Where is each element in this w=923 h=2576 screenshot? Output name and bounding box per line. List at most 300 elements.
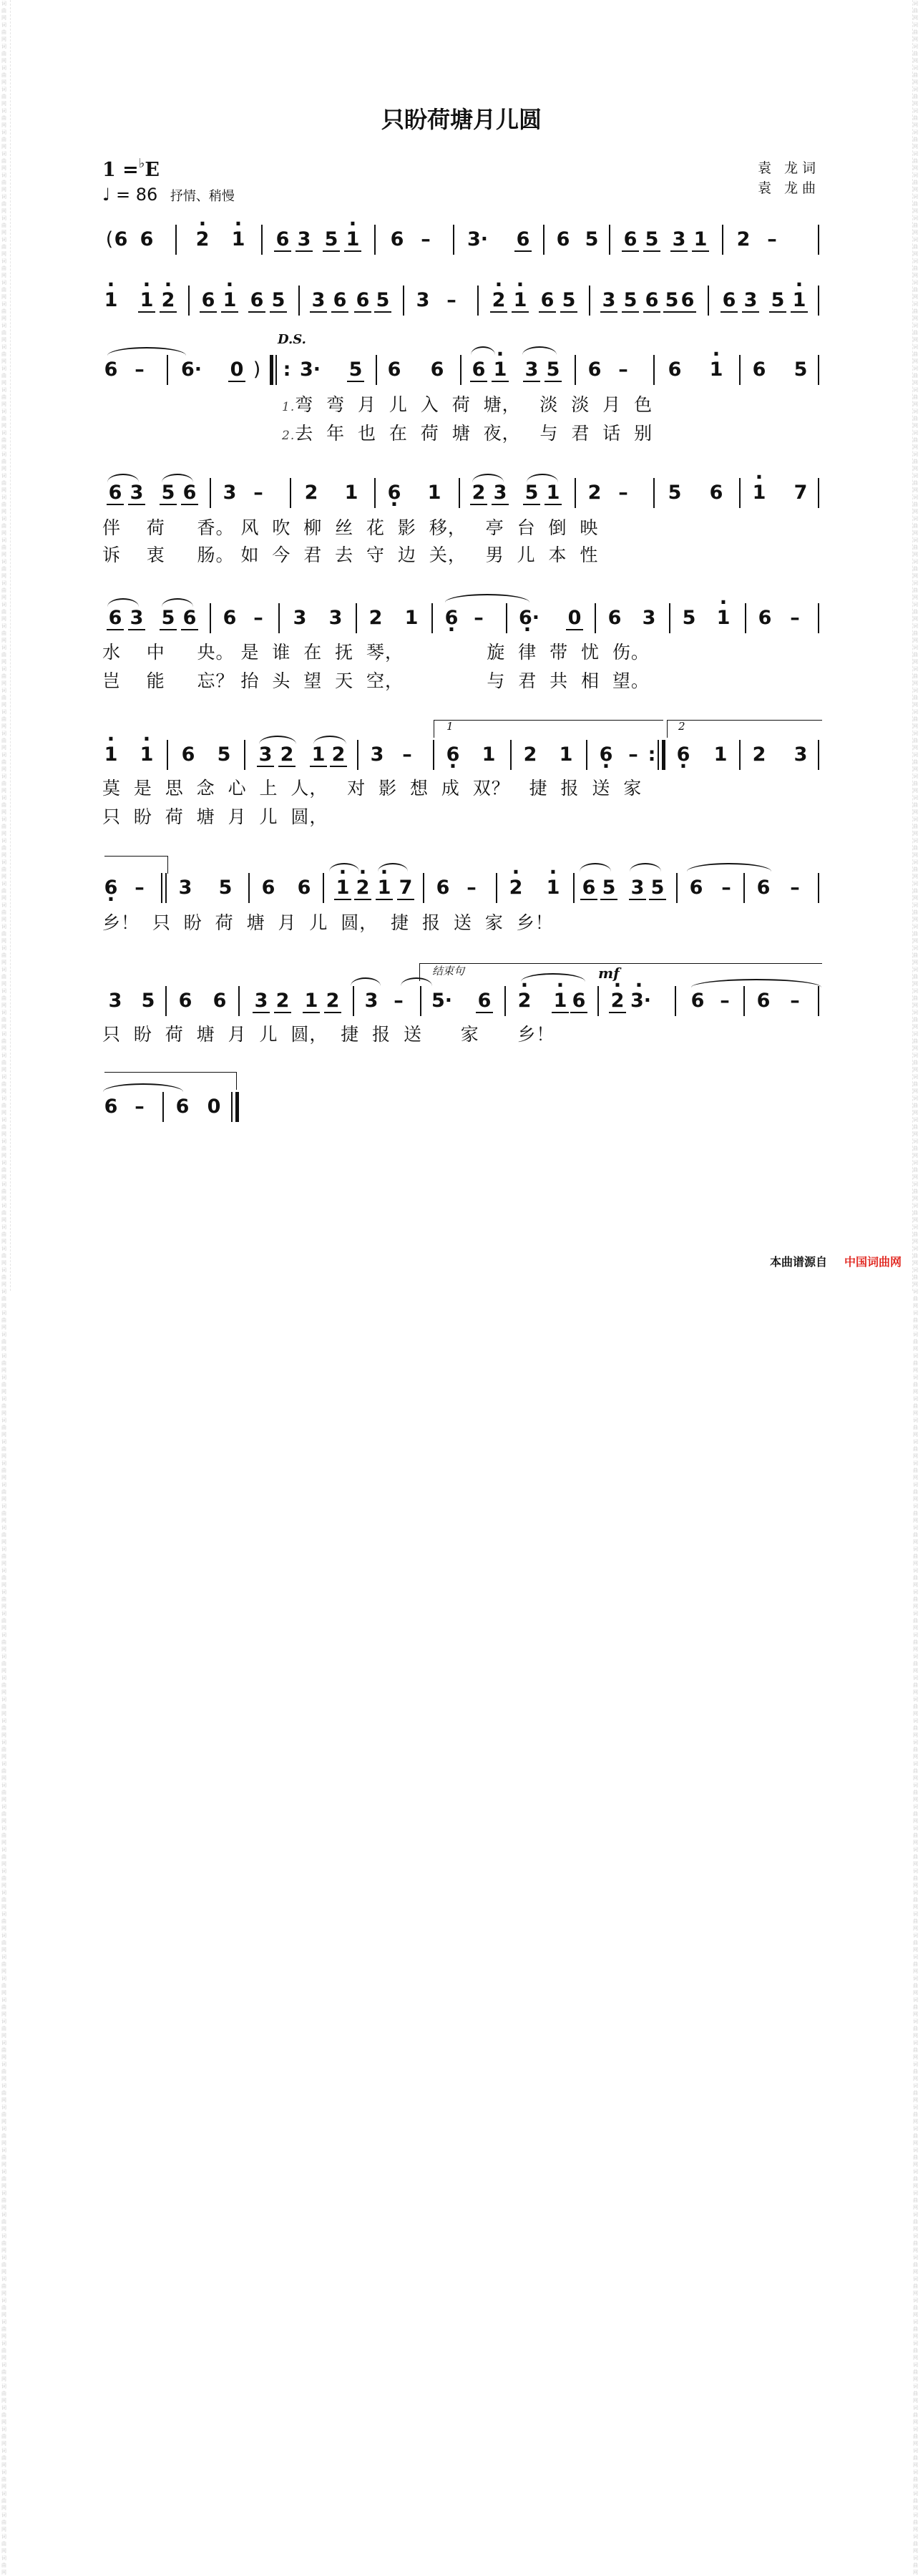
note: · 1 (751, 482, 768, 504)
repeat-end-thin (658, 740, 659, 770)
note: · 1 (708, 359, 725, 381)
dal-segno-mark: D.S. (278, 332, 306, 347)
note: 6 (476, 990, 493, 1013)
note: 3 (492, 482, 509, 505)
note: 5 (218, 877, 233, 899)
note: 7 (793, 482, 808, 504)
barline (188, 286, 190, 316)
note: 2 (470, 482, 487, 505)
note: 5 (270, 290, 287, 313)
note: 3 (257, 744, 274, 767)
tempo-marking (102, 185, 235, 205)
final-barline (231, 1092, 233, 1122)
note: 6 (104, 1096, 118, 1118)
note: 0 (228, 359, 245, 382)
note: 3 (310, 290, 327, 313)
note: 6 (758, 607, 772, 629)
note: 3 (108, 990, 122, 1012)
verse-number: 1. (282, 400, 296, 414)
note: 6 (248, 290, 265, 313)
barline (743, 986, 745, 1016)
note: 6 (140, 228, 154, 250)
barline (818, 286, 819, 316)
first-ending-bracket (434, 720, 663, 738)
note: 3 (253, 990, 270, 1013)
note: 6 (297, 877, 311, 899)
key-note: E (145, 159, 160, 181)
note: 6 · (386, 482, 403, 504)
note: 6 (274, 229, 291, 252)
note: 3 (642, 607, 656, 629)
barline (261, 225, 263, 255)
score-line-7 (102, 877, 821, 913)
note: 6 (689, 877, 703, 899)
note: 5 (649, 877, 666, 900)
note: 5 (544, 359, 562, 382)
slur (630, 863, 661, 872)
note: · 1 (715, 608, 732, 629)
barline (543, 225, 544, 255)
note: 6 (721, 290, 738, 313)
lyricist-credit: 袁 龙词 (757, 160, 820, 176)
note: 2 (368, 607, 383, 629)
dash: – (446, 289, 456, 311)
note: 6 (539, 290, 556, 313)
barline (739, 740, 741, 770)
note: 3 (128, 482, 145, 505)
note: 3 (178, 877, 192, 899)
note: 5 (682, 607, 696, 629)
note: · 2 (507, 877, 524, 899)
repeat-dots: : (648, 743, 656, 766)
note: 5 (141, 990, 155, 1012)
note: 5 (347, 359, 364, 382)
dash: – (253, 607, 263, 629)
repeat-dots: : (283, 358, 291, 381)
note: · 2 (160, 290, 177, 313)
note: 6 (181, 482, 198, 505)
barline (510, 740, 512, 770)
note: 1 (692, 229, 709, 252)
slur (580, 863, 611, 872)
barline (818, 986, 819, 1016)
note: 2 (330, 744, 347, 767)
note: · 1 (138, 290, 155, 313)
note: 6 (622, 229, 639, 252)
flat-symbol: ♭ (138, 156, 145, 171)
barline (739, 355, 741, 385)
dash: – (135, 358, 145, 381)
second-ending-number: 2 (678, 720, 685, 733)
double-barline (161, 873, 162, 903)
note: · 1 (344, 229, 361, 252)
barline (739, 478, 741, 508)
barline (575, 355, 576, 385)
note: 6 (181, 743, 195, 766)
tempo-value: = 86 (115, 185, 158, 205)
dash: – (720, 990, 730, 1012)
barline (586, 740, 587, 770)
note: 6 (390, 228, 404, 250)
footer-source (770, 1253, 902, 1269)
note: 6 (643, 290, 660, 313)
note: 3 (670, 229, 688, 252)
note: 1 (427, 482, 441, 504)
barline (818, 740, 819, 770)
note: 3 (370, 743, 384, 766)
repeat-start (270, 355, 273, 385)
barline (589, 286, 590, 316)
barline (323, 873, 324, 903)
dash: – (767, 228, 777, 250)
slur (107, 598, 139, 607)
note: 3 (629, 877, 646, 900)
barline (504, 986, 506, 1016)
lyric-line-5-verse-1: 水 中 央。 是 谁 在 抚 琴， 旋 律 带 忧 伤。 (102, 642, 650, 663)
barline (167, 740, 168, 770)
barline (818, 225, 819, 255)
barline (575, 478, 576, 508)
barline (423, 873, 424, 903)
dash: – (790, 990, 800, 1012)
slur (107, 347, 186, 356)
score-line-3 (102, 359, 821, 395)
note: 1 (303, 990, 320, 1013)
note: 6 (181, 608, 198, 630)
note: 3 (523, 359, 540, 382)
note: 6 (752, 358, 766, 381)
note: 2 (523, 743, 537, 766)
right-watermark-strip: 词曲网 词曲网 词曲网 词曲网 词曲网 词曲网 词曲网 词曲网 词曲网 词曲网 词曲网 词曲网 词曲网 词曲网 词曲网 词曲网 词曲网 词曲网 词曲网 词曲网 词曲网 词曲网 词曲网 词曲网 词曲网 词曲网 词曲网 词曲网 词曲网 词曲网 词曲网 词曲网 词曲网 词曲网 词曲网 词曲网 词曲网 词曲网 词曲网 词曲网 词曲网 词曲网 词曲网 词曲网 词曲网 词曲网 词曲网 词曲网 词曲网 词曲网 词曲网 词曲网 词曲网 词曲网 词曲网 词曲网 词曲网 词曲网 词曲网 词曲网 词曲网 词曲网 词曲网 词曲网 词曲网 词曲网 词曲网 词曲网 词曲网 词曲网 词曲网 词曲网 词曲网 词曲网 词曲网 词曲网 词曲网 词曲网 词曲网 词曲网 词曲网 词曲网 词曲网 词曲网 词曲网 词曲网 词曲网 词曲网 词曲网 词曲网 词曲网 词曲网 词曲网 词曲网 词曲网 词曲网 词曲网 词曲网 词曲网 词曲网 词曲网 词曲网 词曲网 词曲网 词曲网 词曲网 词曲网 词曲网 词曲网 词曲网 词曲网 词曲网 词曲网 词曲网 词曲网 词曲网 词曲网 词曲网 词曲网 词曲网 (912, 0, 922, 1291)
lyric-line-8: 只 盼 荷 塘 月 儿 圆， 捷 报 送 家 乡！ (102, 1024, 555, 1045)
note: · 3· (630, 990, 648, 1012)
verse-number: 2. (282, 429, 296, 443)
note: 5 (769, 290, 786, 313)
footer-brand-link[interactable]: 中国词曲网 (844, 1255, 902, 1269)
barline (743, 873, 745, 903)
quarter-note-icon: ♩ (102, 185, 111, 205)
note: 3 (364, 990, 379, 1012)
note: 5 (523, 482, 540, 505)
barline (722, 225, 723, 255)
double-barline (165, 873, 167, 903)
barline (244, 740, 245, 770)
barline (357, 740, 358, 770)
note: 6 (331, 290, 348, 313)
note: 5 (663, 290, 680, 313)
footer-source-text: 本曲谱源自 (769, 1255, 827, 1269)
note: 6 · (444, 744, 462, 766)
composer-credit: 袁 龙曲 (757, 180, 820, 196)
barline (298, 286, 300, 316)
barline (374, 225, 376, 255)
barline (403, 286, 404, 316)
note: 3 (793, 743, 808, 766)
note: · 1 (221, 290, 238, 313)
note: 5 (600, 877, 617, 900)
lyric-line-4-verse-1: 伴 荷 香。 风 吹 柳 丝 花 影 移， 亭 台 倒 映 (102, 517, 599, 538)
lyric-line-7: 乡！ 只 盼 荷 塘 月 儿 圆， 捷 报 送 家 乡！ (102, 912, 554, 933)
note: · 1 (791, 290, 808, 313)
lyric-line-3-verse-1 (282, 391, 653, 416)
lyric-line-3-verse-2 (282, 419, 653, 445)
barline (460, 355, 462, 385)
dash: – (790, 877, 800, 899)
note: 6 (587, 358, 602, 381)
note: 3 (742, 290, 759, 313)
slur (522, 346, 557, 355)
score-line-4 (102, 482, 821, 518)
barline (433, 740, 434, 770)
note: 3 (600, 290, 617, 313)
note: 6 (200, 290, 217, 313)
note: 7 (397, 877, 414, 900)
slur (687, 863, 771, 872)
barline (165, 986, 167, 1016)
note: 6 (354, 290, 371, 313)
barline (431, 603, 433, 633)
key-prefix: 1 = (102, 159, 139, 181)
barline (818, 873, 819, 903)
lyric-line-5-verse-2: 岂 能 忘？ 抬 头 望 天 空， 与 君 共 相 望。 (102, 670, 650, 691)
note: 6 (436, 877, 450, 899)
note: 5 (585, 228, 599, 250)
dash: – (467, 877, 477, 899)
note: 6 (107, 482, 124, 505)
note: 1 (713, 743, 728, 766)
barline (669, 603, 670, 633)
dash: – (135, 877, 145, 899)
note: 6 (430, 358, 444, 381)
note: 5 (622, 290, 639, 313)
note: 6 (709, 482, 723, 504)
note: · 1 (334, 877, 351, 900)
note: 1 (310, 744, 327, 767)
dash: – (474, 607, 484, 629)
note: 6 · (102, 877, 119, 899)
note: · 2 (490, 290, 507, 313)
left-watermark-strip: 词曲网 词曲网 词曲网 词曲网 词曲网 词曲网 词曲网 词曲网 词曲网 词曲网 词曲网 词曲网 词曲网 词曲网 词曲网 词曲网 词曲网 词曲网 词曲网 词曲网 词曲网 词曲网 词曲网 词曲网 词曲网 词曲网 词曲网 词曲网 词曲网 词曲网 词曲网 词曲网 词曲网 词曲网 词曲网 词曲网 词曲网 词曲网 词曲网 词曲网 词曲网 词曲网 词曲网 词曲网 词曲网 词曲网 词曲网 词曲网 词曲网 词曲网 词曲网 词曲网 词曲网 词曲网 词曲网 词曲网 词曲网 词曲网 词曲网 词曲网 词曲网 词曲网 词曲网 词曲网 词曲网 词曲网 词曲网 词曲网 词曲网 词曲网 词曲网 词曲网 词曲网 词曲网 词曲网 词曲网 词曲网 词曲网 词曲网 词曲网 词曲网 词曲网 词曲网 词曲网 词曲网 词曲网 词曲网 词曲网 词曲网 词曲网 词曲网 词曲网 词曲网 词曲网 词曲网 词曲网 词曲网 词曲网 词曲网 词曲网 词曲网 词曲网 词曲网 词曲网 词曲网 词曲网 词曲网 词曲网 词曲网 词曲网 词曲网 词曲网 词曲网 词曲网 词曲网 词曲网 词曲网 词曲网 词曲网 词曲网 (1, 0, 11, 1291)
note: 0 (207, 1096, 221, 1118)
song-title: 只盼荷塘月儿圆 (381, 106, 542, 133)
note: 6 (213, 990, 227, 1012)
note: 2 (304, 482, 318, 504)
barline (162, 1092, 164, 1122)
note: 3· (300, 358, 321, 381)
barline (356, 603, 357, 633)
note: · 2 (194, 229, 211, 250)
note: 2 (587, 482, 602, 504)
note: 6 (223, 607, 237, 629)
barline (745, 603, 746, 633)
dash: – (721, 877, 731, 899)
barline (278, 603, 280, 633)
note: 6 (668, 358, 682, 381)
coda-label: 结束句 (432, 965, 465, 977)
note: 5 (374, 290, 391, 313)
dash: – (253, 482, 263, 504)
barline (175, 225, 177, 255)
note: 5 (668, 482, 682, 504)
barline (453, 225, 454, 255)
note: 3 (128, 608, 145, 630)
note: 6· (181, 358, 202, 381)
note: 6 (607, 607, 622, 629)
note: 2 (736, 228, 751, 250)
note: 5 (560, 290, 577, 313)
note: 6 · (443, 608, 460, 629)
barline (818, 603, 819, 633)
note: 6· · (519, 608, 536, 629)
note: 1 (404, 607, 419, 629)
barline (290, 478, 291, 508)
lyric-text: 弯 弯 月 儿 入 荷 塘， 淡 淡 月 色 (295, 394, 653, 415)
note: 5 (323, 229, 340, 252)
note: 3 (328, 607, 343, 629)
note: 6 · (675, 744, 692, 766)
barline (595, 603, 596, 633)
slur (445, 594, 529, 602)
dash: – (394, 990, 404, 1012)
barline (420, 986, 421, 1016)
note: · 1 (552, 990, 569, 1013)
note: 1 (559, 743, 573, 766)
note: 2 (752, 743, 766, 766)
note: 2 (274, 990, 291, 1013)
note: 6 (756, 877, 771, 899)
paren-open: ( (105, 228, 114, 250)
dash: – (421, 228, 431, 250)
note: 6 (690, 990, 705, 1012)
lyric-text: 去 年 也 在 荷 塘 夜， 与 君 话 别 (295, 423, 653, 444)
note: 6 (178, 990, 192, 1012)
note: · 2 (354, 877, 371, 900)
repeat-start-thin (275, 355, 277, 385)
dash: – (628, 743, 638, 766)
slur (351, 977, 381, 986)
barline (210, 478, 211, 508)
note: 3 (223, 482, 237, 504)
barline (818, 478, 819, 508)
note: 6 (387, 358, 401, 381)
barline (459, 478, 460, 508)
mezzo-forte-mark: mf (598, 965, 620, 982)
note: 3· (467, 228, 489, 250)
note: 1 (482, 743, 496, 766)
note: 6 (261, 877, 275, 899)
note: 6 (114, 228, 128, 250)
paren-close: ) (253, 358, 261, 381)
note: 6 (679, 290, 696, 313)
barline (477, 286, 479, 316)
note: 5· (431, 990, 453, 1012)
final-barline-thick (235, 1092, 239, 1122)
barline (248, 873, 250, 903)
note: 6 (470, 359, 487, 382)
note: 5 (160, 608, 177, 630)
lyric-line-6-verse-1: 莫 是 思 念 心 上 人， 对 影 想 成 双？ 捷 报 送 家 (102, 778, 643, 799)
barline (353, 986, 354, 1016)
repeat-end (662, 740, 665, 770)
score-line-1 (102, 229, 821, 265)
barline (708, 286, 709, 316)
note: · 2 (609, 990, 626, 1013)
dash: – (618, 358, 628, 381)
tempo-mood: 抒情、稍慢 (170, 189, 235, 204)
note: 6 (514, 229, 532, 252)
note: · 1 (230, 229, 247, 250)
dash: – (402, 743, 412, 766)
note: 6 · (597, 744, 615, 766)
note: 5 (217, 743, 231, 766)
note: · 1 (544, 877, 562, 899)
barline (573, 873, 575, 903)
note: 3 (416, 289, 430, 311)
barline (676, 873, 678, 903)
note: 5 (160, 482, 177, 505)
note: · 2 (516, 990, 533, 1012)
note: 6 (556, 228, 570, 250)
barline (506, 603, 507, 633)
note: 2 (324, 990, 341, 1013)
note: 6 (104, 358, 118, 381)
note: 1 (344, 482, 358, 504)
dash: – (618, 482, 628, 504)
note: 1 (544, 482, 562, 505)
note: 3 (293, 607, 307, 629)
note: · 1 (102, 744, 119, 766)
note: 3 (296, 229, 313, 252)
second-ending-bracket-end (104, 856, 168, 874)
note: · 1 (512, 290, 529, 313)
dash: – (135, 1096, 145, 1118)
dash: – (790, 607, 800, 629)
note: · 1 (376, 877, 393, 900)
barline (675, 986, 676, 1016)
barline (376, 355, 377, 385)
score-line-2 (102, 290, 821, 326)
lyric-line-6-verse-2: 只 盼 荷 塘 月 儿 圆， (102, 806, 328, 827)
note: 2 (278, 744, 296, 767)
note: 6 (570, 990, 587, 1013)
barline (374, 478, 376, 508)
slur (162, 598, 193, 607)
barline (653, 355, 655, 385)
note: 6 (580, 877, 597, 900)
barline (597, 986, 599, 1016)
note: · 1 (492, 359, 509, 382)
lyric-line-4-verse-2: 诉 衷 肠。 如 今 君 去 守 边 关， 男 儿 本 性 (102, 545, 599, 565)
key-signature (102, 156, 160, 181)
note: 5 (643, 229, 660, 252)
note: · 1 (138, 744, 155, 766)
score-line-9 (102, 1096, 821, 1132)
barline (210, 603, 211, 633)
note: · 1 (102, 290, 119, 311)
barline (167, 355, 168, 385)
barline (653, 478, 655, 508)
barline (818, 355, 819, 385)
note: 6 (175, 1096, 190, 1118)
barline (238, 986, 240, 1016)
note: 6 (756, 990, 771, 1012)
barline (496, 873, 497, 903)
note: 0 (566, 608, 583, 630)
first-ending-number: 1 (446, 720, 454, 733)
barline (609, 225, 610, 255)
second-ending-bracket (667, 720, 822, 738)
note: 6 (107, 608, 124, 630)
